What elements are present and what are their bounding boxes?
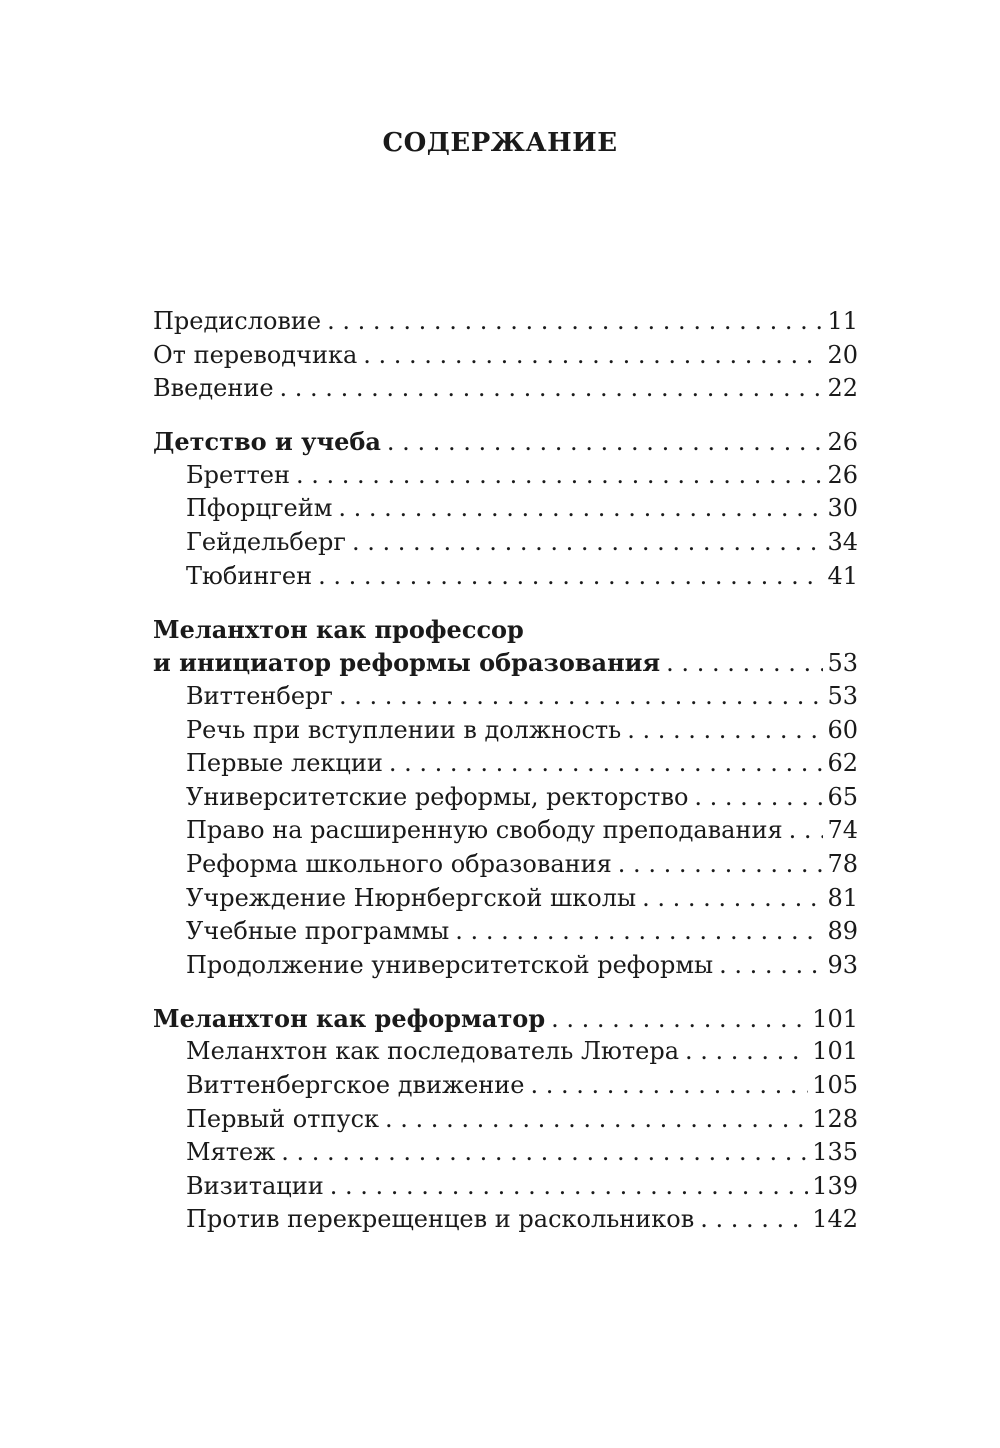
dot-leader xyxy=(685,1035,808,1069)
toc-entry-page-number: 101 xyxy=(812,1004,858,1033)
dot-leader xyxy=(455,915,823,949)
table-of-contents xyxy=(153,305,858,1237)
dot-leader xyxy=(330,1170,808,1204)
dot-leader xyxy=(327,305,823,339)
toc-section-entry xyxy=(153,339,858,373)
toc-entry-page-number: 41 xyxy=(827,561,858,590)
toc-entry-title: Речь при вступлении в должность xyxy=(186,715,622,744)
dot-leader xyxy=(363,339,823,373)
toc-subsection-entry xyxy=(153,714,858,748)
toc-entry-title: Против перекрещенцев и раскольников xyxy=(186,1205,695,1234)
toc-entry-page-number: 60 xyxy=(827,715,858,744)
toc-entry-page-number: 34 xyxy=(827,528,858,557)
toc-entry-title: От переводчика xyxy=(153,340,358,369)
dot-leader xyxy=(339,680,823,714)
toc-subsection-entry xyxy=(153,492,858,526)
toc-section-entry xyxy=(153,1002,858,1036)
toc-entry-page-number: 89 xyxy=(827,917,858,946)
toc-entry-page-number: 62 xyxy=(827,749,858,778)
dot-leader xyxy=(666,647,823,681)
dot-leader xyxy=(694,781,823,815)
toc-entry-title: Учреждение Нюрнбергской школы xyxy=(186,883,637,912)
toc-entry-page-number: 11 xyxy=(827,307,858,335)
toc-subsection-entry xyxy=(153,848,858,882)
toc-entry-page-number: 22 xyxy=(827,374,858,403)
toc-subsection-entry xyxy=(153,781,858,815)
dot-leader xyxy=(389,747,824,781)
toc-entry-page-number: 105 xyxy=(812,1070,858,1099)
toc-subsection-entry xyxy=(153,882,858,916)
dot-leader xyxy=(318,560,823,594)
toc-entry-page-number: 81 xyxy=(827,883,858,912)
toc-entry-page-number: 135 xyxy=(812,1138,858,1167)
toc-entry-title: Меланхтон как реформатор xyxy=(153,1003,546,1033)
toc-entry-title: Мятеж xyxy=(186,1138,276,1167)
toc-entry-page-number: 26 xyxy=(827,428,858,457)
toc-subsection-entry xyxy=(153,949,858,983)
toc-entry-title: Бреттен xyxy=(186,460,290,489)
toc-entry-page-number: 142 xyxy=(812,1205,858,1234)
page-title: СОДЕРЖАНИЕ xyxy=(382,128,618,158)
dot-leader xyxy=(551,1003,808,1037)
toc-entry-page-number: 53 xyxy=(827,681,858,710)
toc-entry-title: Введение xyxy=(153,374,274,403)
toc-entry-title: Тюбинген xyxy=(186,561,313,590)
toc-section-entry xyxy=(153,646,858,680)
toc-entry-page-number: 78 xyxy=(827,849,858,878)
toc-entry-title: Университетские реформы, ректорство xyxy=(186,782,689,811)
dot-leader xyxy=(387,426,824,460)
toc-subsection-entry xyxy=(153,747,858,781)
toc-entry-title: Первые лекции xyxy=(186,749,383,778)
toc-entry-title: Детство и учеба xyxy=(153,427,381,457)
toc-subsection-entry xyxy=(153,680,858,714)
toc-subsection-entry xyxy=(153,915,858,949)
toc-entry-title: и инициатор реформы образования xyxy=(153,648,661,678)
dot-leader xyxy=(627,714,823,748)
dot-leader xyxy=(280,372,824,406)
toc-entry-title: Виттенберг xyxy=(186,681,333,710)
toc-subsection-entry xyxy=(153,814,858,848)
toc-subsection-entry xyxy=(153,1136,858,1170)
toc-entry-page-number: 93 xyxy=(827,950,858,979)
dot-leader xyxy=(618,848,824,882)
toc-entry-title: Учебные программы xyxy=(186,917,450,946)
toc-entry-title: Первый отпуск xyxy=(186,1104,380,1133)
toc-subsection-entry xyxy=(153,1035,858,1069)
toc-section-entry xyxy=(153,372,858,406)
dot-leader xyxy=(530,1069,808,1103)
toc-entry-page-number: 128 xyxy=(812,1104,858,1133)
toc-entry-page-number: 30 xyxy=(827,494,858,523)
toc-entry-title: Пфорцгейм xyxy=(186,494,333,523)
toc-entry-title: Гейдельберг xyxy=(186,528,346,557)
dot-leader xyxy=(642,882,823,916)
dot-leader xyxy=(338,492,823,526)
dot-leader xyxy=(719,949,823,983)
toc-section-entry xyxy=(153,425,858,459)
toc-section-entry xyxy=(153,305,858,339)
toc-entry-page-number: 65 xyxy=(827,782,858,811)
toc-entry-title: Меланхтон как последователь Лютера xyxy=(186,1037,680,1066)
toc-subsection-entry xyxy=(153,1203,858,1237)
toc-subsection-entry xyxy=(153,1170,858,1204)
toc-entry-page-number: 74 xyxy=(827,816,858,845)
dot-leader xyxy=(385,1103,808,1137)
toc-entry-title: Продолжение университетской реформы xyxy=(186,950,714,979)
toc-subsection-entry xyxy=(153,459,858,493)
toc-entry-title: Визитации xyxy=(186,1171,324,1200)
dot-leader xyxy=(296,459,823,493)
dot-leader xyxy=(700,1203,808,1237)
toc-entry-page-number: 101 xyxy=(812,1037,858,1066)
toc-entry-page-number: 139 xyxy=(812,1171,858,1200)
toc-subsection-entry xyxy=(153,1103,858,1137)
toc-entry-page-number: 53 xyxy=(827,649,858,678)
toc-subsection-entry xyxy=(153,1069,858,1103)
dot-leader xyxy=(281,1136,808,1170)
toc-subsection-entry xyxy=(153,560,858,594)
dot-leader xyxy=(352,526,823,560)
toc-entry-title: Виттенбергское движение xyxy=(186,1070,525,1099)
dot-leader xyxy=(789,814,824,848)
toc-entry-title: Реформа школьного образования xyxy=(186,849,612,878)
toc-subsection-entry xyxy=(153,526,858,560)
toc-entry-page-number: 26 xyxy=(827,460,858,489)
toc-entry-title: Меланхтон как профессор xyxy=(153,614,524,644)
toc-entry-page-number: 20 xyxy=(827,340,858,369)
toc-entry-title: Предисловие xyxy=(153,307,322,335)
toc-section-entry xyxy=(153,613,858,647)
toc-entry-title: Право на расширенную свободу преподавания xyxy=(186,816,783,845)
